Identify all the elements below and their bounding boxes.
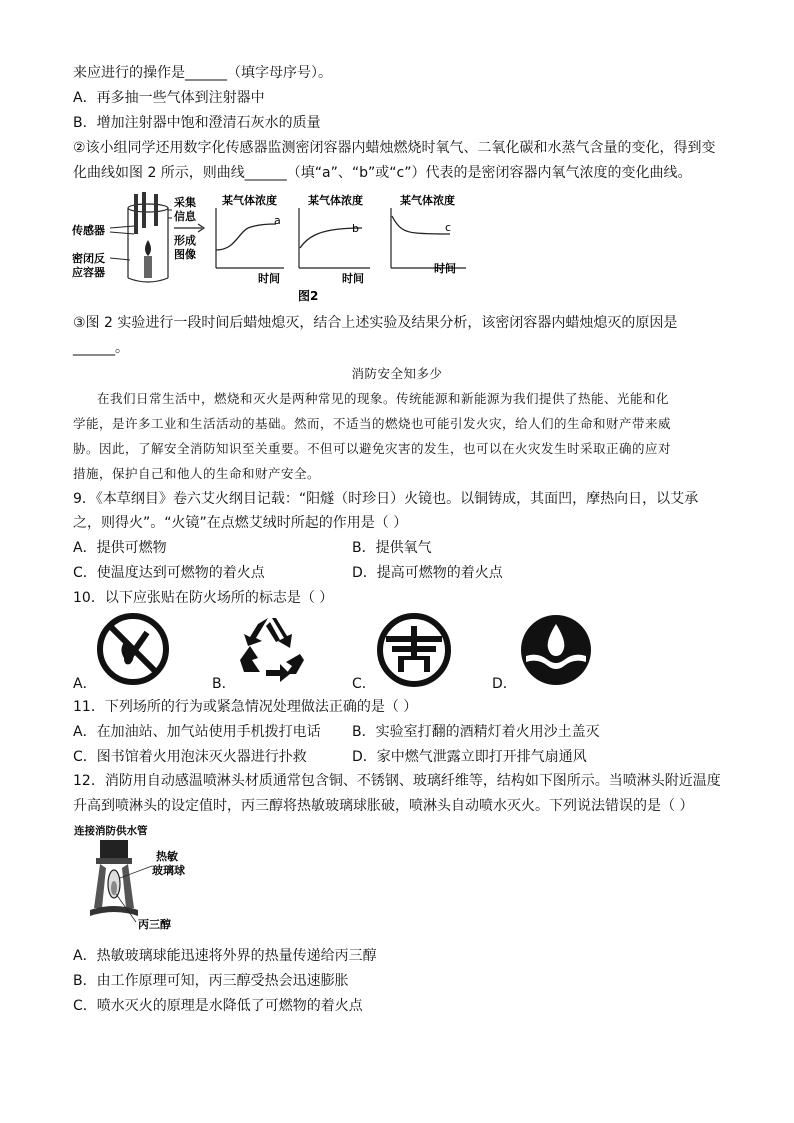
option-b: B．增加注射器中饱和澄清石灰水的质量	[73, 115, 321, 131]
q9-option-c: C．使温度达到可燃物的着火点	[73, 565, 265, 581]
sealed-container-diagram	[110, 192, 172, 282]
reading-title: 消防安全知多少	[351, 366, 443, 381]
q11-option-b: B．实验室打翻的酒精灯着火用沙土盖灭	[352, 724, 600, 740]
curve-a	[216, 224, 276, 250]
reading-paragraph-line: 学能，是许多工业和生活活动的基础。然而，不适当的燃烧也可能引发火灾，给人们的生命和财产带来威	[73, 416, 672, 431]
q9-option-a: A．提供可燃物	[73, 540, 167, 556]
water-saving-icon	[376, 612, 452, 688]
container-label-1: 密闭反	[72, 252, 105, 265]
graph-a	[216, 193, 284, 285]
collect-label-3: 形成	[174, 234, 196, 247]
q9-option-d: D．提高可燃物的着火点	[352, 565, 503, 581]
curve-c	[392, 216, 450, 234]
collect-label-4: 图像	[174, 248, 196, 261]
curve-label-b: b	[352, 222, 359, 235]
question-text-line: ②该小组同学还用数字化传感器监测密闭容器内蜡烛燃烧时氧气、二氧化碳和水蒸气含量的变化，得到变	[73, 140, 716, 156]
q11-option-c: C．图书馆着火用泡沫灭火器进行扑救	[73, 749, 307, 765]
q10-option-c: C．	[352, 676, 376, 692]
question-10-stem: 10．以下应张贴在防火场所的标志是（ ）	[73, 590, 334, 606]
no-fire-icon	[96, 612, 170, 686]
recycle-icon	[236, 614, 308, 684]
figure-caption: 图2	[298, 289, 319, 303]
q11-option-d: D．家中燃气泄露立即打开排气扇通风	[352, 749, 587, 765]
container-label-2: 应容器	[72, 266, 105, 279]
q12-option-b: B．由工作原理可知，丙三醇受热会迅速膨胀	[73, 973, 349, 989]
glass-ball-label: 热敏	[156, 850, 178, 863]
question-12-stem: 升高到喷淋头的设定值时，丙三醇将热敏玻璃球胀破，喷淋头自动喷水灭火。下列说法错误的是（ ）	[73, 798, 694, 814]
q9-option-b: B．提供氧气	[352, 540, 432, 556]
q12-option-c: C．喷水灭火的原理是水降低了可燃物的着火点	[73, 998, 363, 1014]
graph-c	[391, 193, 466, 275]
question-text-line: ③图 2 实验进行一段时间后蜡烛熄灭，结合上述实验及结果分析，该密闭容器内蜡烛熄灭的原因是	[73, 315, 678, 331]
curve-label-c: c	[445, 221, 452, 234]
question-9-stem: 之，则得火”。“火镜”在点燃艾绒时所起的作用是（ ）	[73, 515, 408, 531]
sprinkler-diagram	[72, 822, 196, 938]
graph-title: 某气体浓度	[400, 194, 455, 207]
collect-label-2: 信息	[174, 210, 196, 223]
question-text-line: 化曲线如图 2 所示，则曲线______（填“a”、“b”或“c”）代表的是密闭容器内氧气浓度的变化曲线。	[73, 165, 692, 181]
question-12-stem: 12．消防用自动感温喷淋头材质通常包含铜、不锈钢、玻璃纤维等，结构如下图所示。当喷淋头附近温度	[73, 773, 721, 789]
curve-label-a: a	[274, 214, 281, 227]
x-axis-label: 时间	[434, 262, 456, 275]
q12-option-a: A．热敏玻璃球能迅速将外界的热量传递给丙三醇	[73, 948, 377, 964]
glycerol-label: 丙三醇	[138, 918, 171, 931]
reading-paragraph-line: 措施，保护自己和他人的生命和财产安全。	[73, 466, 321, 481]
water-drop-icon	[518, 612, 594, 688]
q10-option-b: B．	[212, 676, 236, 692]
question-9-stem: 9．《本草纲目》卷六艾火纲目记载：“阳燧（时珍日）火镜也。以铜铸成，其面凹，摩热向日，以艾承	[73, 491, 699, 507]
graph-title: 某气体浓度	[308, 194, 363, 207]
question-11-stem: 11．下列场所的行为或紧急情况处理做法正确的是（ ）	[73, 699, 418, 715]
q10-option-a: A．	[73, 676, 97, 692]
sensor-label: 传感器	[72, 224, 105, 237]
graph-title: 某气体浓度	[222, 194, 277, 207]
question-text-line: ______。	[73, 340, 129, 356]
reading-paragraph-line: 在我们日常生活中，燃烧和灭火是两种常见的现象。传统能源和新能源为我们提供了热能、光能和化	[97, 391, 670, 406]
option-a: A．再多抽一些气体到注射器中	[73, 90, 265, 106]
q11-option-a: A．在加油站、加气站使用手机拨打电话	[73, 724, 321, 740]
reading-paragraph-line: 胁。因此，了解安全消防知识至关重要。不但可以避免灾害的发生，也可以在火灾发生时采取正确的应对	[73, 441, 672, 456]
q10-option-d: D．	[492, 676, 517, 692]
x-axis-label: 时间	[342, 272, 364, 285]
glass-ball-label: 玻璃球	[152, 864, 185, 877]
figure-2	[70, 188, 470, 310]
graph-b	[299, 193, 370, 285]
question-text-line: 来应进行的操作是______（填字母序号）。	[73, 65, 332, 81]
x-axis-label: 时间	[258, 272, 280, 285]
collect-label-1: 采集	[174, 196, 196, 209]
figure-title: 连接消防供水管	[74, 825, 148, 837]
